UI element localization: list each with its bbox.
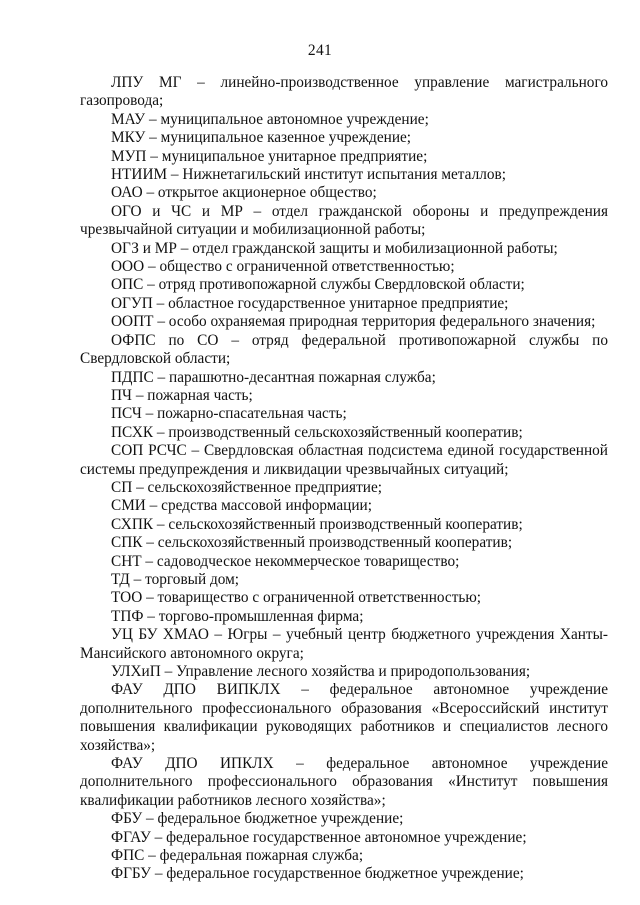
- definition: – особо охраняемая природная территория федерального значения;: [153, 313, 596, 331]
- abbreviation: ОФПС по СО: [111, 331, 219, 349]
- abbreviation: ТД: [111, 570, 130, 588]
- definition: – сельскохозяйственный производственный кооператив;: [153, 515, 523, 533]
- abbreviation: МКУ: [111, 129, 146, 147]
- list-item: [80, 663, 608, 681]
- list-item: [80, 111, 608, 129]
- list-item: [80, 313, 608, 331]
- list-item: [80, 516, 608, 534]
- list-item: [80, 865, 608, 883]
- list-item: [80, 332, 608, 369]
- definition: – Нижнетагильский институт испытания металлов;: [167, 166, 506, 184]
- abbreviation-list: [80, 74, 608, 884]
- definition: – федеральное государственное бюджетное учреждение;: [151, 865, 524, 883]
- list-item: [80, 497, 608, 515]
- abbreviation: ОГУП: [111, 294, 153, 312]
- abbreviation: ОГЗ и МР: [111, 239, 177, 257]
- list-item: [80, 681, 608, 755]
- definition: – федеральное бюджетное учреждение;: [142, 810, 404, 828]
- abbreviation: ЛПУ МГ: [111, 74, 182, 91]
- definition: – учебный центр бюджетного учреждения Ханты-Мансийского автономного округа;: [80, 626, 608, 662]
- definition: – торгово-промышленная фирма;: [143, 607, 364, 625]
- list-item: [80, 847, 608, 865]
- definition: – пожарно-спасательная часть;: [141, 405, 347, 423]
- list-item: [80, 369, 608, 387]
- definition: – средства массовой информации;: [145, 497, 372, 515]
- list-item: [80, 755, 608, 810]
- definition: – областное государственное унитарное предприятие;: [152, 294, 509, 312]
- abbreviation: СПК: [111, 534, 143, 552]
- definition: – Управление лесного хозяйства и природопользования;: [160, 663, 531, 680]
- abbreviation: МАУ: [111, 110, 146, 128]
- abbreviation: ФАУ ДПО ИПКЛХ: [111, 755, 274, 773]
- abbreviation: СОП РСЧС: [111, 442, 187, 460]
- list-item: [80, 553, 608, 571]
- definition: – муниципальное казенное учреждение;: [145, 129, 412, 147]
- list-item: [80, 534, 608, 552]
- abbreviation: ПДПС: [111, 368, 154, 386]
- definition: – отдел гражданской защиты и мобилизационной работы;: [176, 239, 558, 257]
- list-item: [80, 442, 608, 479]
- definition: – федеральная пожарная служба;: [144, 847, 364, 865]
- abbreviation: ОАО: [111, 184, 143, 202]
- list-item: [80, 810, 608, 828]
- definition: – товарищество с ограниченной ответственностью;: [142, 589, 482, 607]
- abbreviation: ОПС: [111, 276, 144, 294]
- list-item: [80, 608, 608, 626]
- definition: – сельскохозяйственный производственный кооператив;: [142, 534, 513, 552]
- abbreviation: ТПФ: [111, 607, 144, 625]
- list-item: [80, 203, 608, 240]
- abbreviation: УЦ БУ ХМАО – Югры: [111, 626, 268, 644]
- list-item: [80, 295, 608, 313]
- abbreviation: ФГБУ: [111, 865, 152, 883]
- definition: – федеральное автономное учреждение дополнительного профессионального образования «Институт повышения квалификации работников лесного хозяйства»;: [80, 755, 608, 809]
- list-item: [80, 626, 608, 663]
- definition: – муниципальное автономное учреждение;: [145, 110, 429, 128]
- definition: – отряд федеральной противопожарной службы по Свердловской области;: [80, 331, 608, 368]
- definition: – садоводческое некоммерческое товарищество;: [141, 552, 460, 570]
- abbreviation: ОГО и ЧС и МР: [111, 202, 243, 220]
- definition: – производственный сельскохозяйственный кооператив;: [153, 423, 523, 441]
- list-item: [80, 424, 608, 442]
- definition: – парашютно-десантная пожарная служба;: [153, 368, 436, 386]
- abbreviation: ПСХК: [111, 423, 154, 441]
- definition: – федеральное автономное учреждение дополнительного профессионального образования «Всероссийский институт повышения квалификации руководящих работников и специалистов лесного хозяйства»;: [80, 681, 608, 754]
- list-item: [80, 74, 608, 111]
- list-item: [80, 148, 608, 166]
- abbreviation: ПЧ: [111, 386, 132, 404]
- abbreviation: СП: [111, 478, 133, 496]
- abbreviation: СНТ: [111, 552, 142, 570]
- list-item: [80, 589, 608, 607]
- definition: – федеральное государственное автономное учреждение;: [150, 828, 527, 846]
- list-item: [80, 276, 608, 294]
- abbreviation: МУП: [111, 147, 147, 165]
- abbreviation: НТИИМ: [111, 166, 168, 184]
- definition: – открытое акционерное общество;: [142, 184, 377, 202]
- abbreviation: СХПК: [111, 515, 154, 533]
- definition: – линейно-производственное управление магистрального газопровода;: [80, 74, 608, 110]
- list-item: [80, 129, 608, 147]
- list-item: [80, 258, 608, 276]
- definition: – сельскохозяйственное предприятие;: [132, 478, 383, 496]
- abbreviation: УЛХиП: [111, 663, 161, 680]
- abbreviation: ФАУ ДПО ВИПКЛХ: [111, 681, 281, 699]
- abbreviation: ФПС: [111, 847, 145, 865]
- definition: – муниципальное унитарное предприятие;: [146, 147, 428, 165]
- list-item: [80, 240, 608, 258]
- definition: – торговый дом;: [129, 570, 240, 588]
- definition: – отдел гражданской обороны и предупреждения чрезвычайной ситуации и мобилизационной работы;: [80, 202, 608, 239]
- list-item: [80, 166, 608, 184]
- definition: – отряд противопожарной службы Свердловской области;: [143, 276, 525, 294]
- page-number: 241: [307, 42, 333, 59]
- list-item: [80, 184, 608, 202]
- definition: – общество с ограниченной ответственностью;: [144, 258, 455, 276]
- definition: – Свердловская областная подсистема единой государственной системы предупреждения и ликвидации чрезвычайных ситуаций;: [80, 442, 608, 478]
- abbreviation: ООПТ: [111, 313, 154, 331]
- definition: – пожарная часть;: [132, 386, 253, 404]
- abbreviation: ТОО: [111, 589, 143, 607]
- list-item: [80, 405, 608, 423]
- abbreviation: ООО: [111, 258, 145, 276]
- abbreviation: СМИ: [111, 497, 146, 515]
- list-item: [80, 479, 608, 497]
- list-item: [80, 387, 608, 405]
- abbreviation: ФБУ: [111, 810, 143, 828]
- abbreviation: ФГАУ: [111, 828, 151, 846]
- list-item: [80, 571, 608, 589]
- list-item: [80, 829, 608, 847]
- abbreviation: ПСЧ: [111, 405, 142, 423]
